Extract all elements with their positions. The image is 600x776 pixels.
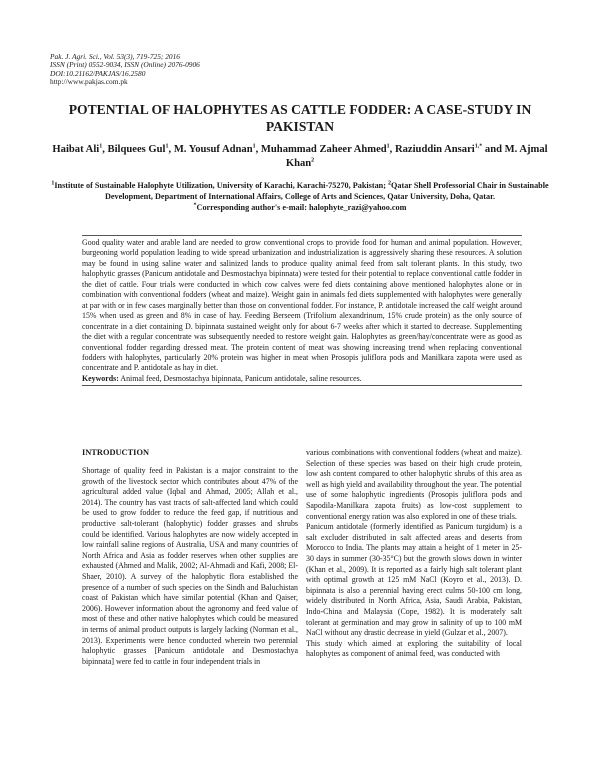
abstract-text: Good quality water and arable land are needed to grow conventional crops to provide food for human and animal population. However, burgeoning world population leading to wide spread urbanization and industrialization is aggressively sharing these resources. A solution may be found in using saline water and salinized lands to produce quality animal feed from salt tolerant plants. In this study, two halophytic grasses (Panicum antidotale and Desmostachya bipinnata) were tested for their potential to replace conventional cattle fodder in the diet of cattle. Four trials were conducted in which cow calves were fed diets containing above mentioned halophytes alone or in combination with conventional fodders (wheat and maize). Weight gain in animals fed diets supplemented with halophytes were generally at par with or in few cases marginally better than those on conventional fodder. For instance, P. antidotale increased the calf weight around 15% when used as green and 8% in case of hay. Feeding Berseem (Trifolium alexandrinum, 15% crude protein) as the only source of concentrate in a diet containing D. bipinnata sustained weight only for about 6-7 weeks after which it started to decrease. Supplementing the diet with a regular concentrate was subsequently needed to restore weight gain. Halophytes as green/hay/concentrate were as good as conventional fodder regarding dressed meat. The protein content of meat was showing increasing trend when replacing conventional fodders with halophytes, particularly 20% protein was higher in meat when Prosopis juliflora pods and Manilkara zapota were used as concentrate and P. antidotale as hay in diet. [82, 238, 522, 373]
corresponding-author: Corresponding author's e-mail: halophyte_razi@yahoo.com [196, 203, 407, 212]
journal-doi: DOI:10.21162/PAKJAS/16.2580 [50, 68, 146, 78]
paper-title: POTENTIAL OF HALOPHYTES AS CATTLE FODDER: A CASE-STUDY IN PAKISTAN [68, 102, 532, 134]
affiliations: $^1$Institute of Sustainable Halophyte Utilization, University of Karachi, Karachi-75270, Pakistan; $^2$Qatar Shell Professorial Chair in Sustainable Development, Department of International Affairs, College of Arts and Sciences, Qatar University, Doha, Qatar. *Corresponding author's e-mail: halophyte_razi@yahoo.com [51, 180, 549, 212]
abstract-section [82, 235, 522, 386]
author: Raziuddin Ansari$^{1,*}$ [394, 143, 483, 155]
keywords-text: Animal feed, Desmostachya bipinnata, Panicum antidotale, saline resources. [120, 373, 362, 383]
author: Muhammad Zaheer Ahmed$^1$, [260, 143, 395, 155]
keywords-label: Keywords: [82, 373, 119, 383]
keywords-line [82, 374, 522, 384]
author: and M. Ajmal Khan$^2$ [285, 144, 548, 169]
author: M. Yousuf Adnan$^1$, [173, 143, 261, 155]
body-column-right [306, 448, 522, 660]
journal-issn: ISSN (Print) 0552-9034, ISSN (Online) 2076-0906 [50, 60, 200, 70]
journal-url[interactable]: http://www.pakjas.com.pk [50, 76, 128, 86]
journal-header [50, 53, 200, 86]
body-column-left [82, 466, 298, 667]
intro-paragraph: Shortage of quality feed in Pakistan is a major constraint to the growth of the livestock sector which contributes about 47% of the agricultural added value (Iqbal and Ahmad, 2005; Allah et al., 2014). The country has vast tracts of salt-affected land which could be used to grow fodder to reduce the feed gap, if nutritious and productive salt-tolerant (halophytic) fodder grasses and shrubs could be identified. Various halophytes are now widely accepted in low rainfall saline regions of Australia, USA and many countries of North Africa and Asia as fodder reserves when other supplies are exhausted (Ahmed and Malik, 2002; Al-Ahmadi and Kafi, 2008; El-Shaer, 2010). A survey of the halophytic flora established the presence of a number of such species on the Sindh and Baluchistan coast of Pakistan which have similar potential (Khan and Qaiser, 2006). However information about the agronomy and feed value of most of these and other native halophytes which could be measured in terms of animal product outputs is largely lacking (Norman et al., 2013). Experiments were hence conducted wherein two perennial halophytic grasses [Panicum antidotale and Desmostachya bipinnata] were fed to cattle in four independent trials in [82, 466, 298, 666]
intro-paragraph: various combinations with conventional fodders (wheat and maize). Selection of these species was based on their high crude protein, low ash content compared to other halophytic shrubs of this area as well as high yield and availability throughout the year. The potential use of some halophytic ingredients (Prosopis juliflora pods and Sapodila-Manilkara zapota fruits) as low-cost supplement to conventional energy ration was also explored in one of these trials. [306, 448, 522, 521]
affiliation-2: Qatar Shell Professorial Chair in Sustainable Development, Department of International Affairs, College of Arts and Sciences, Qatar University, Doha, Qatar. [105, 181, 549, 201]
author-list [50, 143, 550, 171]
intro-paragraph: This study which aimed at exploring the suitability of local halophytes as component of animal feed, was conducted with [306, 638, 522, 659]
intro-paragraph: Panicum antidotale (formerly identified as Panicum turgidum) is a salt excluder distributed in salt affected areas and deserts from Morocco to India. The plants may attain a height of 1 meter in 25-30 days in summer (30-35°C) but the growth slows down in winter (Khan et al., 2009). It is reported as a fairly high salt tolerant plant with optimal growth at 125 mM NaCl (Koyro et al., 2013). D. bipinnata is also a perennial having erect culms 50-100 cm long, widely distributed in North Africa, Asia, Saudi Arabia, Pakistan, Indo-China and Malaysia (Cope, 1982). It is moderately salt tolerant at germination and may grow in salinity of up to 100 mM NaCl without any drastic decrease in yield (Gulzar et al., 2007). [306, 522, 522, 638]
author: Haibat Ali$^1$, [52, 143, 108, 155]
author: Bilquees Gul$^1$, [107, 143, 174, 155]
affiliation-1: Institute of Sustainable Halophyte Utilization, University of Karachi, Karachi-75270, Pakistan; [54, 181, 388, 190]
journal-citation: Pak. J. Agri. Sci., Vol. 53(3), 719-725; 2016 [50, 52, 180, 61]
introduction-heading: INTRODUCTION [82, 448, 150, 457]
